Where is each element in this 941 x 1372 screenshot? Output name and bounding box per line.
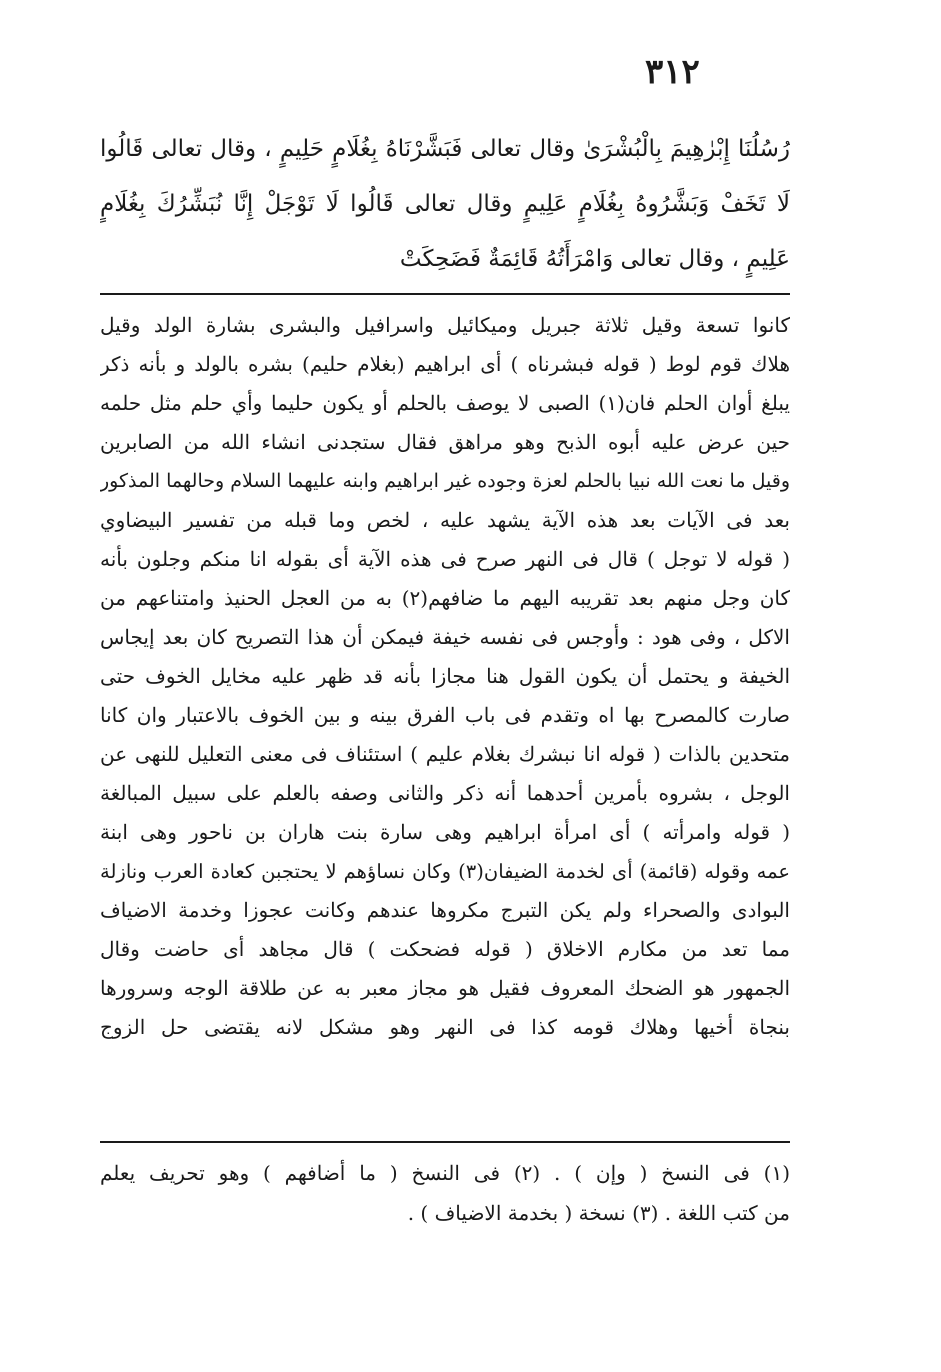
commentary-line: متحدين بالذات ( قوله انا نبشرك بغلام عليم ) استئناف فى معنى التعليل للنهى عن — [100, 742, 790, 766]
commentary-line: الوجل ، بشروه بأمرين أحدهما أنه ذكر والثانى وصفه بالعلم على سبيل المبالغة — [100, 781, 790, 805]
quran-line: رُسُلُنَا إِبْرٰهِيمَ بِالْبُشْرَىٰ وقال تعالى فَبَشَّرْنَاهُ بِغُلَامٍ حَلِيمٍ ، وقال تعالى قَالُوا — [100, 136, 790, 162]
commentary-line: كان وجل منهم بعد تقريبه اليهم ما ضافهم(٢) به من العجل الحنيذ وامتناعهم من — [100, 586, 790, 610]
commentary-line: عمه وقوله (قائمة) أى لخدمة الضيفان(٣) وكان نساؤهم لا يحتجبن كعادة العرب ونازلة — [100, 860, 790, 883]
footnote-line: من كتب اللغة . (٣) نسخة ( بخدمة الاضياف ) . — [407, 1201, 790, 1225]
commentary-line: الاكل ، وفى هود : وأوجس فى نفسه خيفة فيمكن أن هذا التصريح كان بعد إيجاس — [100, 625, 790, 649]
commentary-line: البوادى والصحراء ولم يكن التبرج مكروها عندهم وكانت عجوزا وخدمة الاضياف — [100, 898, 790, 922]
commentary-line: مما تعد من مكارم الاخلاق ( قوله فضحكت ) قال مجاهد أى حاضت وقال — [100, 937, 790, 961]
commentary-line: كانوا تسعة وقيل ثلاثة جبريل وميكائيل واسرافيل والبشرى بشارة الولد وقيل — [100, 313, 790, 337]
quran-line: لَا تَخَفْ وَبَشَّرُوهُ بِغُلَامٍ عَلِيمٍ وقال تعالى قَالُوا لَا تَوْجَلْ إِنَّا نُبَشِّرُكَ بِغُلَامٍ — [100, 191, 790, 217]
page-number: ٣١٢ — [645, 52, 700, 92]
footnote-line: (١) فى النسخ ( وإن ) . (٢) فى النسخ ( ما أضافهم ) وهو تحريف يعلم — [100, 1161, 790, 1185]
commentary-line: هلاك قوم لوط ( قوله فبشرناه ) أى ابراهيم (بغلام حليم) بشره بالولد و بأنه ذكر — [100, 352, 790, 376]
commentary-line: ( قوله وامرأته ) أى امرأة ابراهيم وهى سارة بنت هاران بن ناحور وهى ابنة — [100, 820, 790, 844]
commentary-line: الجمهور هو الضحك المعروف فقيل هو مجاز معبر به عن طلاقة الوجه وسرورها — [100, 976, 790, 1000]
commentary-line: بنجاة أخيها وهلاك قومه كذا فى النهر وهو مشكل لانه يقتضى حل الزوج — [100, 1015, 790, 1039]
commentary-line: وقيل ما نعت الله نبيا بالحلم لعزة وجوده غير ابراهيم وابنه عليهما السلام وحالهما المذكور — [100, 470, 790, 492]
commentary-line: الخيفة و يحتمل أن يكون القول هنا مجازا بأنه قد ظهر عليه مخايل الخوف حتى — [100, 664, 790, 688]
footnote-rule — [100, 1141, 790, 1143]
footnotes — [100, 1153, 790, 1233]
commentary-line: يبلغ أوان الحلم فان(١) الصبى لا يوصف بالحلم أو يكون حليما وأي حلم مثل حلمه — [100, 391, 790, 415]
commentary-line: بعد فى الآيات بعد هذه الآية يشهد عليه ، لخص وما قبله من تفسير البيضاوي — [100, 508, 790, 532]
quran-line: عَلِيمٍ ، وقال تعالى وَامْرَأَتُهُ قَائِمَةٌ فَضَحِكَتْ — [399, 246, 790, 272]
commentary-line: حين عرض عليه أبوه الذبح وهو مراهق فقال ستجدنى انشاء الله من الصابرين — [100, 430, 790, 454]
commentary-line: صارت كالمصرح بها اه وتقدم فى باب الفرق بينه و بين الخوف بالاعتبار وان كانا — [100, 703, 790, 727]
separator-rule — [100, 293, 790, 295]
quran-verses — [100, 122, 790, 287]
commentary-line: ( قوله لا توجل ) قال فى النهر صرح فى هذه الآية أى بقوله انا منكم وجلون بأنه — [100, 547, 790, 571]
commentary-text — [100, 306, 790, 1047]
